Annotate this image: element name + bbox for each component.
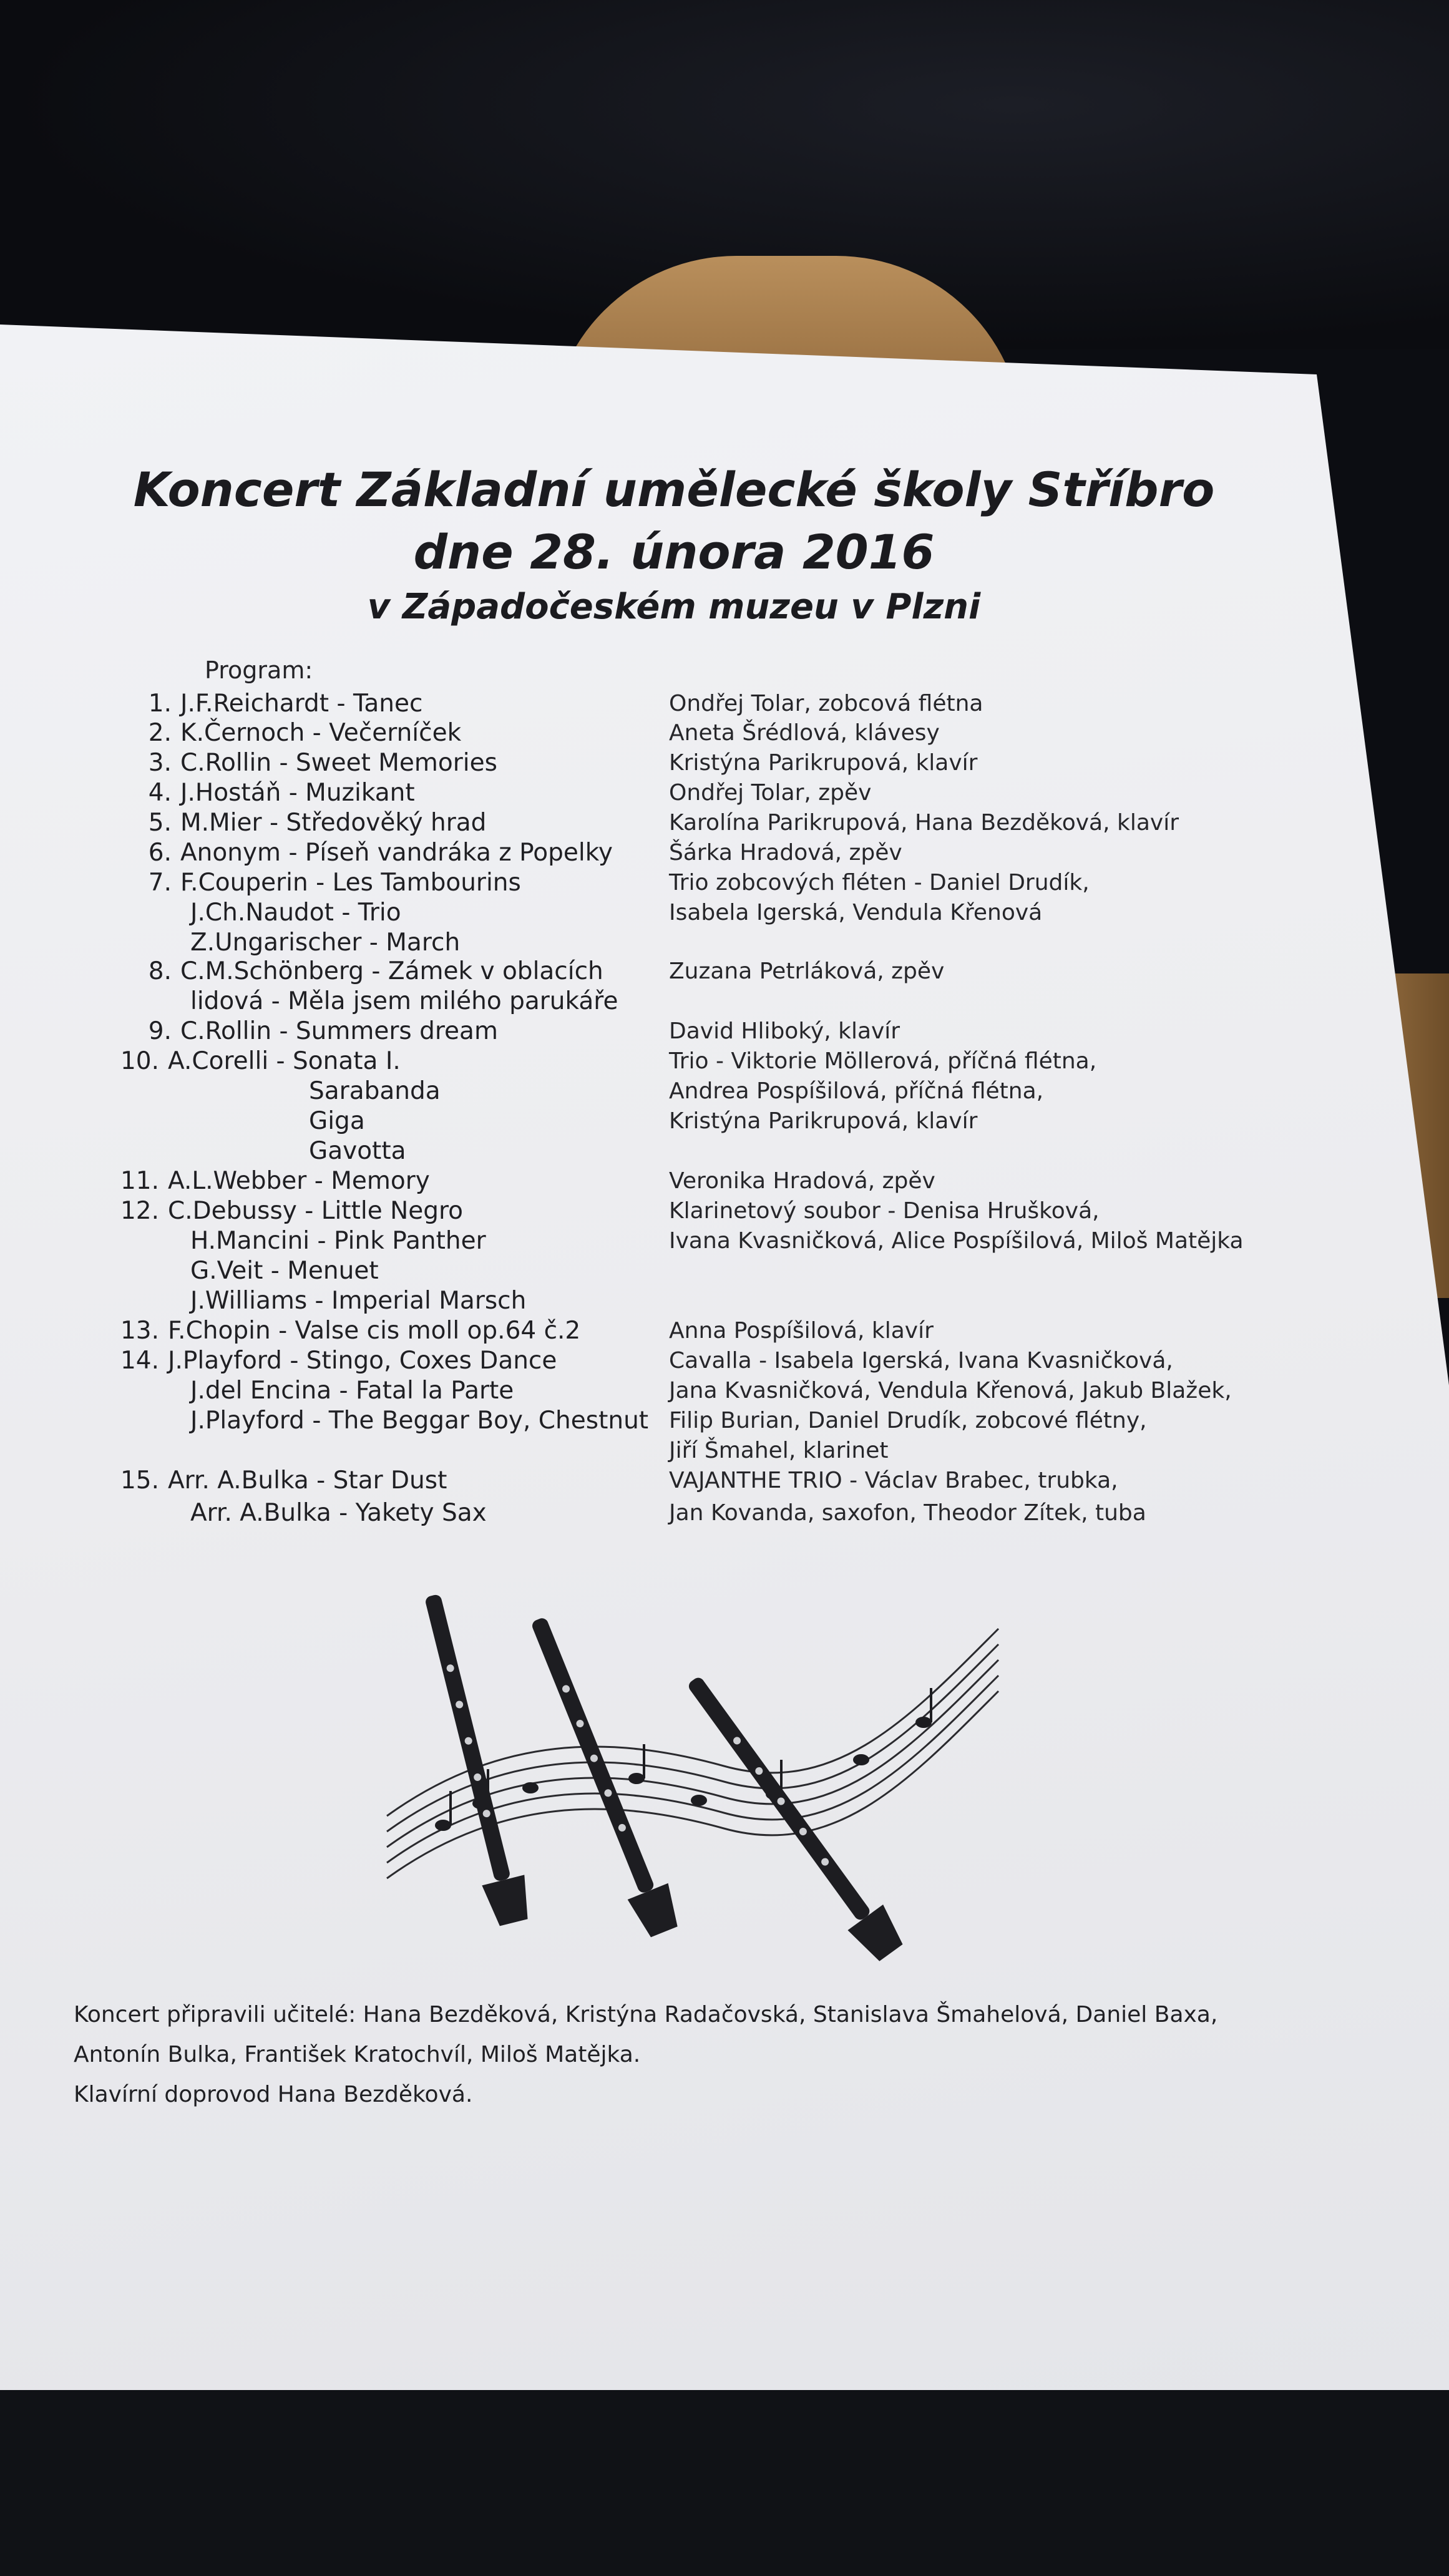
program-performers: Trio zobcových fléten - Daniel Drudík, [669,870,1090,895]
footer-teachers-line2: Antonín Bulka, František Kratochvíl, Miloš Matějka. [74,2042,641,2067]
program-number: 1. [148,690,172,718]
program-number: 2. [148,719,172,747]
program-piece [190,1408,648,1433]
program-piece-title: C.Rollin - Summers dream [180,1017,498,1045]
program-number: 8. [148,957,172,985]
program-performers: VAJANTHE TRIO - Václav Brabec, trubka, [669,1468,1118,1493]
program-piece-title: M.Mier - Středověký hrad [180,809,487,837]
program-number: 5. [148,809,172,837]
program-piece [190,989,618,1013]
concert-venue: v Západočeském muzeu v Plzni [367,587,981,627]
program-performers: Trio - Viktorie Möllerová, příčná flétna, [669,1048,1097,1074]
program-piece [190,1259,379,1283]
program-piece-title: G.Veit - Menuet [190,1257,379,1285]
program-number: 15. [120,1466,159,1495]
program-piece-title: Anonym - Píseň vandráka z Popelky [180,839,613,867]
program-performers: Kristýna Parikrupová, klavír [669,750,978,776]
program-piece-title: C.Rollin - Sweet Memories [180,749,497,777]
program-piece [128,871,521,895]
program-piece [115,1349,557,1373]
program-number: 14. [120,1347,159,1375]
program-number: 3. [148,749,172,777]
program-piece-title: H.Mancini - Pink Panther [190,1227,486,1255]
program-piece-title: A.Corelli - Sonata I. [168,1047,401,1075]
program-piece [128,691,422,716]
program-performers: Jan Kovanda, saxofon, Theodor Zítek, tuba [669,1500,1146,1526]
program-piece-title: J.Williams - Imperial Marsch [190,1287,527,1315]
program-performers: Andrea Pospíšilová, příčná flétna, [669,1078,1044,1104]
program-piece [190,1289,526,1313]
program-piece-title: Arr. A.Bulka - Yakety Sax [190,1499,487,1527]
footer-accompaniment: Klavírní doprovod Hana Bezděková. [74,2082,473,2107]
program-number: 9. [148,1017,172,1045]
program-performers: Jana Kvasničková, Vendula Křenová, Jakub Blažek, [669,1378,1232,1403]
program-performers: Karolína Parikrupová, Hana Bezděková, klavír [669,810,1179,836]
program-performers: Aneta Šrédlová, klávesy [669,720,940,746]
program-performers: Anna Pospíšilová, klavír [669,1318,934,1344]
program-performers: Cavalla - Isabela Igerská, Ivana Kvasničková, [669,1348,1173,1373]
program-performers: Klarinetový soubor - Denisa Hrušková, [669,1198,1100,1224]
program-piece [190,1378,514,1403]
program-number: 7. [148,869,172,897]
program-performers: Ivana Kvasničková, Alice Pospíšilová, Miloš Matějka [669,1228,1244,1254]
program-piece-title: F.Couperin - Les Tambourins [180,869,521,897]
program-piece [115,1319,580,1343]
program-piece [190,1229,486,1253]
program-piece [128,721,461,745]
program-piece-title: C.Debussy - Little Negro [168,1197,464,1225]
program-number: 10. [120,1047,159,1075]
program-piece-title: lidová - Měla jsem milého parukáře [190,987,618,1015]
program-piece-title: J.Hostáň - Muzikant [180,779,415,807]
program-label: Program: [205,656,313,684]
program-performers: Filip Burian, Daniel Drudík, zobcové flétny, [669,1408,1147,1433]
dark-floor [0,2371,1449,2576]
program-piece [190,900,401,925]
program-performers: Zuzana Petrláková, zpěv [669,959,945,984]
program-number: 13. [120,1317,159,1345]
program-performers: Ondřej Tolar, zpěv [669,780,872,806]
program-piece [128,811,486,835]
program-piece [309,1139,406,1163]
program-piece [128,959,603,983]
program-piece [115,1169,430,1193]
program-number: 4. [148,779,172,807]
program-piece [190,930,460,955]
program-piece-title: Z.Ungarischer - March [190,929,461,957]
program-piece-title: J.del Encina - Fatal la Parte [190,1377,514,1405]
program-performers: Ondřej Tolar, zobcová flétna [669,691,983,716]
program-piece-title: J.Playford - The Beggar Boy, Chestnut [190,1407,649,1435]
program-performers: Isabela Igerská, Vendula Křenová [669,900,1043,925]
concert-title: Koncert Základní umělecké školy Stříbro [133,462,1215,517]
program-piece [309,1079,441,1103]
program-piece-title: F.Chopin - Valse cis moll op.64 č.2 [168,1317,581,1345]
program-piece-title: Arr. A.Bulka - Star Dust [168,1466,447,1495]
program-performers: Kristýna Parikrupová, klavír [669,1108,978,1134]
program-piece-title: K.Černoch - Večerníček [180,719,462,747]
program-piece-title: Gavotta [309,1137,406,1165]
program-performers: Šárka Hradová, zpěv [669,840,902,866]
program-piece-title: C.M.Schönberg - Zámek v oblacích [180,957,603,985]
footer-teachers-line1: Koncert připravili učitelé: Hana Bezděková, Kristýna Radačovská, Stanislava Šmahelová, Daniel Baxa, [74,2002,1218,2027]
program-piece-title: J.Ch.Naudot - Trio [190,899,401,927]
program-piece [115,1049,401,1073]
program-number: 11. [120,1167,159,1195]
program-piece [128,841,613,865]
program-piece-title: J.F.Reichardt - Tanec [180,690,423,718]
concert-date: dne 28. února 2016 [413,524,935,580]
program-performers: Veronika Hradová, zpěv [669,1168,935,1194]
program-piece-title: A.L.Webber - Memory [168,1167,430,1195]
program-piece [190,1501,487,1525]
program-piece-title: J.Playford - Stingo, Coxes Dance [168,1347,557,1375]
program-piece [115,1199,463,1223]
program-piece [128,751,497,775]
program-piece [115,1468,447,1493]
program-performers: David Hliboký, klavír [669,1018,900,1044]
clarinets-illustration-icon [374,1579,1011,1978]
program-performers: Jiří Šmahel, klarinet [669,1438,889,1463]
program-piece [128,781,415,805]
program-piece [128,1019,498,1043]
program-number: 6. [148,839,172,867]
program-piece-title: Sarabanda [309,1077,441,1105]
program-piece-title: Giga [309,1107,365,1135]
program-piece [309,1109,365,1133]
program-number: 12. [120,1197,159,1225]
